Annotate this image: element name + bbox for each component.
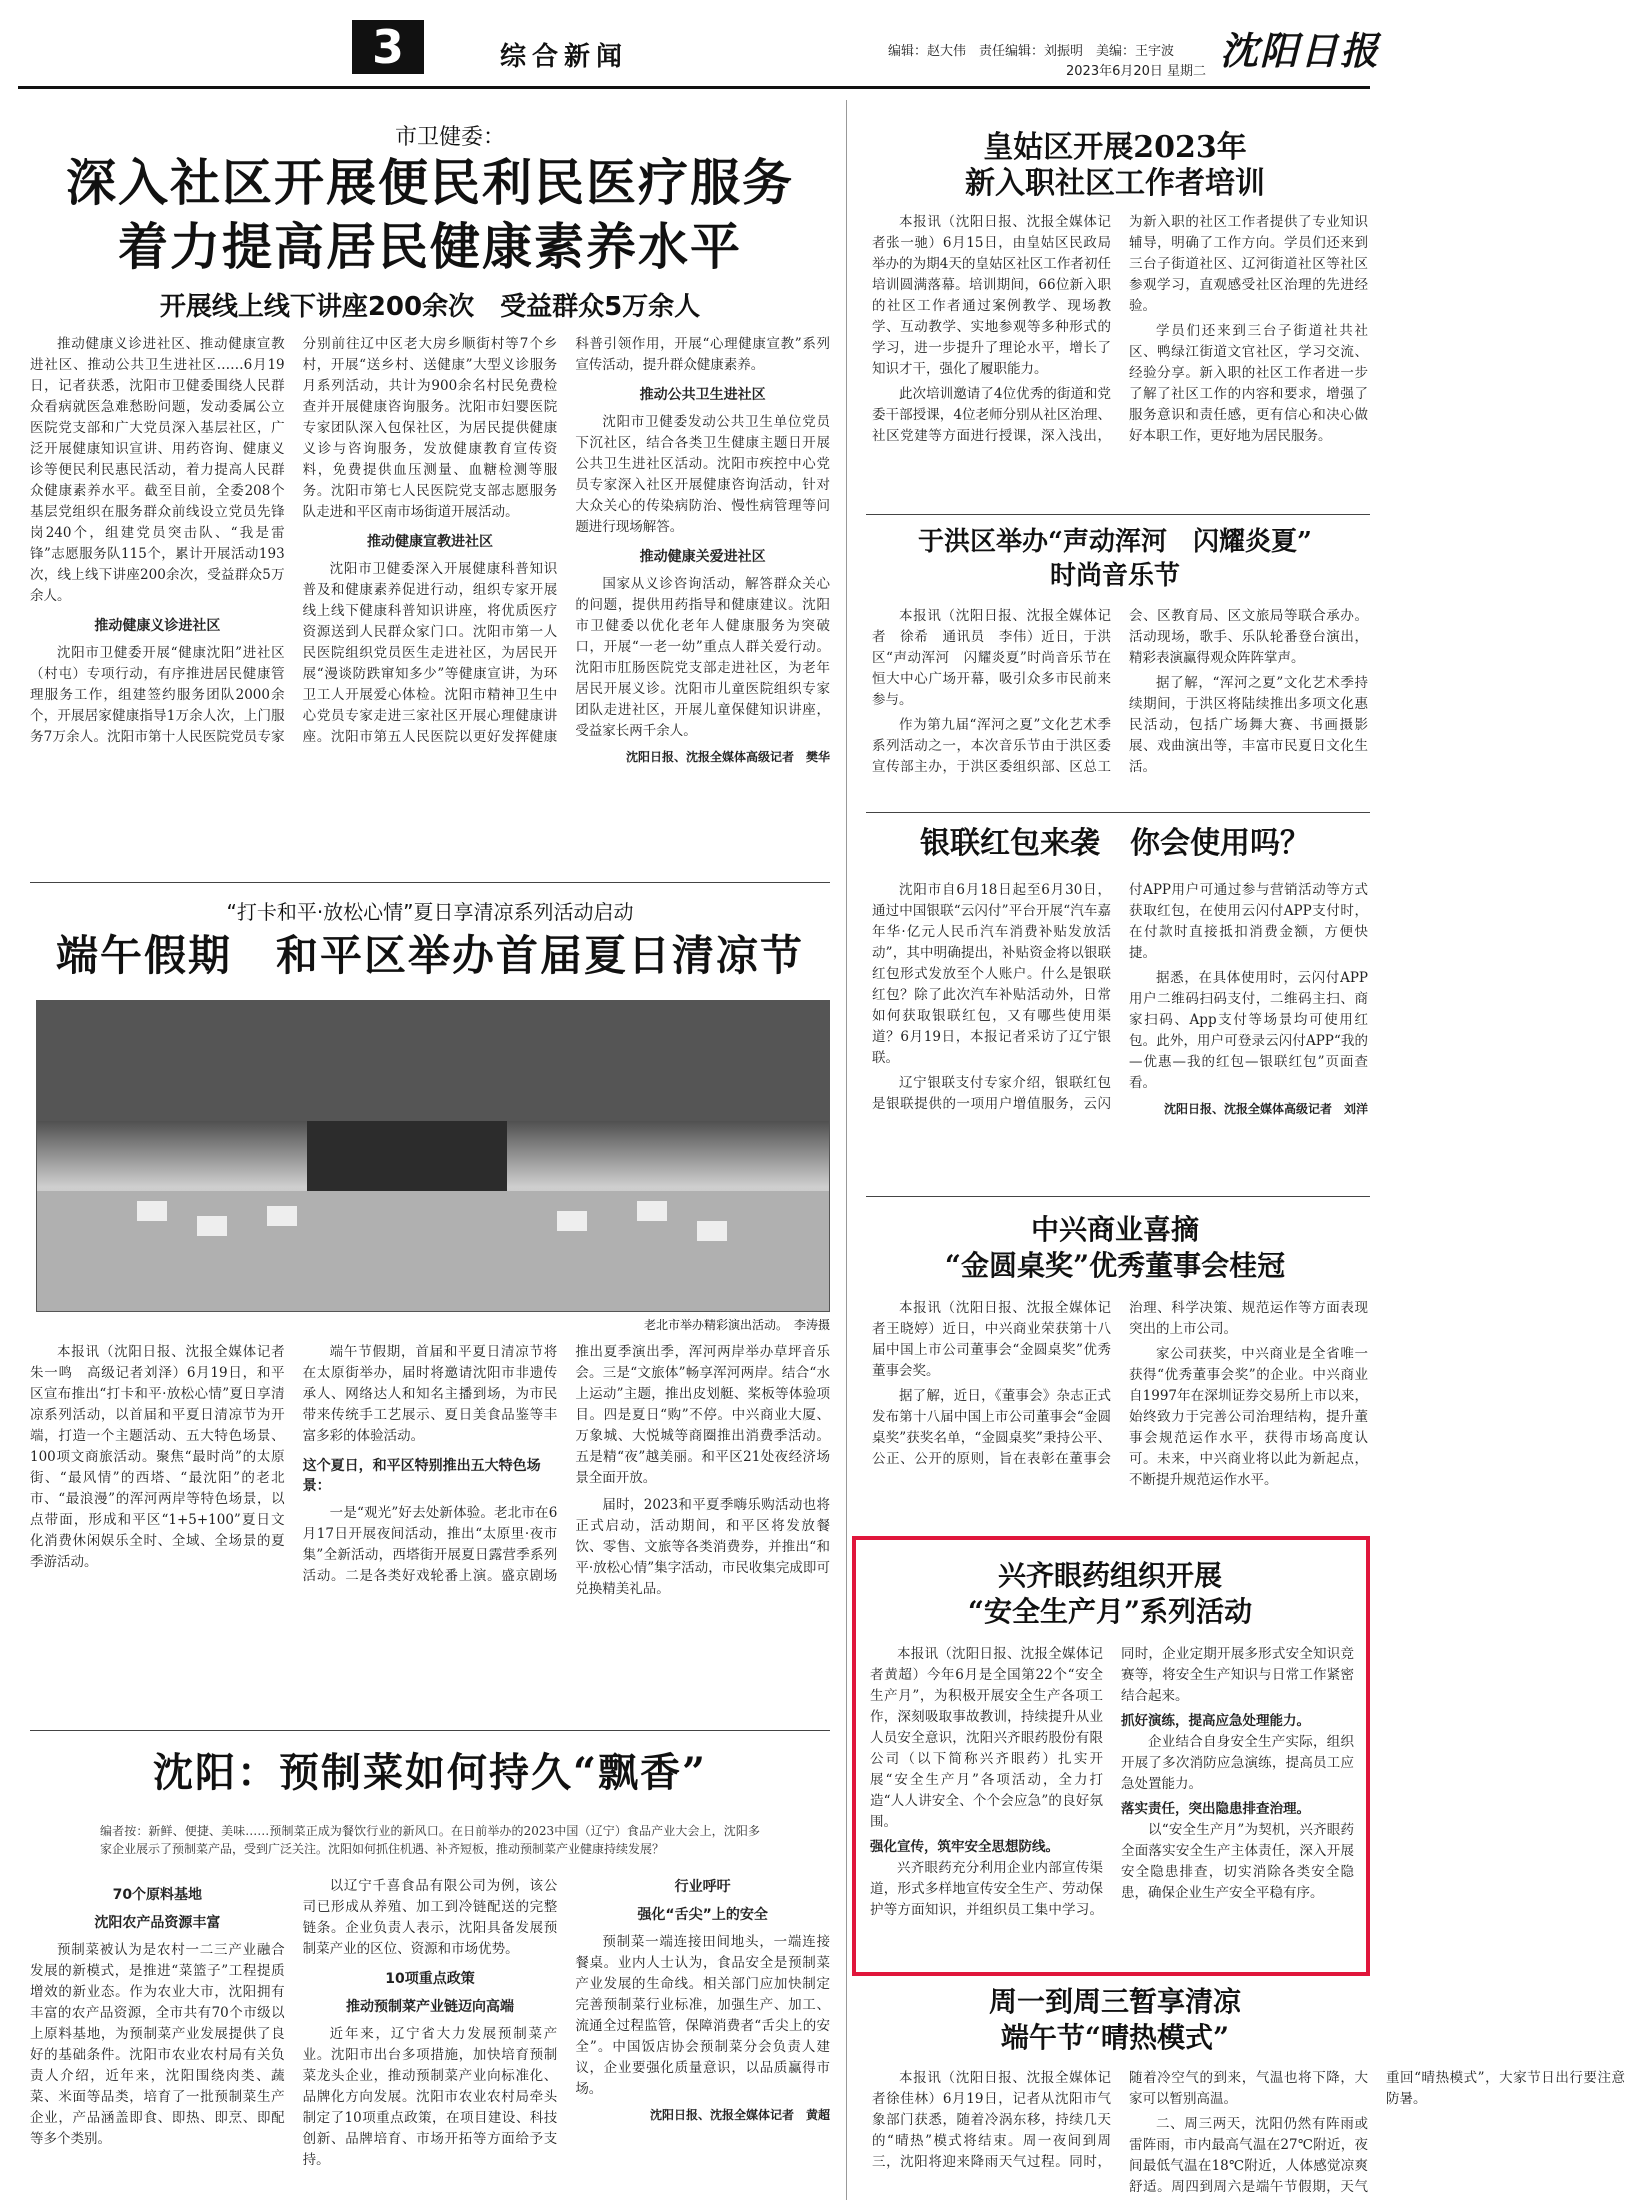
article-headline: 端午假期 和平区举办首届夏日清凉节	[55, 931, 804, 980]
article-headline-1: 深入社区开展便民利民医疗服务	[66, 153, 794, 212]
paragraph: 本报讯（沈阳日报、沈报全媒体记者王晓婷）近日，中兴商业荣获第十八届中国上市公司董事会“金圆桌奖”优秀董事会奖。	[872, 1300, 1111, 1379]
paragraph: 预制菜被认为是农村一二三产业融合发展的新模式，是推进“菜篮子”工程提质增效的新业态。作为农业大市，沈阳拥有丰富的农产品资源，全市共有70个市级以上原料基地，为预制菜产业发展提供了良好的基础条件。沈阳市农业农村局有关负责人介绍，近年来，沈阳围绕肉类、蔬菜、米面等品类，培育了一批预制菜生产企业，产品涵盖即食、即热、即烹、即配等多个类别。	[30, 1942, 285, 2147]
paragraph: 二、周三两天，沈阳仍然有阵雨或雷阵雨，市内最高气温在27℃附近，夜间最低气温在18℃附近，人体感觉凉爽舒适。周四到周六是端午节假期，天气重回“晴热模式”，大家节日出行要注意防暑。	[1129, 2070, 1625, 2195]
photo-caption: 老北市举办精彩演出活动。 李涛摄	[643, 1318, 830, 1332]
paragraph: 沈阳市卫健委深入开展健康科普知识普及和健康素养促进行动，组织专家开展线上线下健康科普知识讲座，将优质医疗资源送到人民群众家门口。沈阳市第一人民医院组织党员医生走进社区，为居民开展“漫谈防跌窜知多少”等健康宣讲，为环卫工人开展爱心体检。沈阳市精神卫生中心党员专家走进三家社区开展心理健康讲座。沈阳市第五人民医院以更好发挥健康科普引领作用，开展“心理健康宣教”系列宣传活动，提升群众健康素养。	[302, 336, 830, 745]
article-body	[870, 1644, 1354, 1962]
paragraph: 预制菜一端连接田间地头，一端连接餐桌。业内人士认为，食品安全是预制菜产业发展的生命线。相关部门应加快制定完善预制菜行业标准，加强生产、加工、流通全过程监管，保障消费者“舌尖上的安全”。中国饭店协会预制菜分会负责人建议，企业要强化质量意识，以品质赢得市场。	[575, 1934, 830, 2097]
event-photo	[36, 1000, 830, 1312]
article-headline-2: 新入职社区工作者培训	[965, 166, 1265, 201]
article-body	[872, 212, 1368, 504]
article-headline: 沈阳：预制菜如何持久“飘香”	[152, 1749, 707, 1796]
paragraph: 辽宁银联支付专家介绍，银联红包是银联提供的一项用户增值服务，云闪付APP用户可通过参与营销活动等方式获取红包，在使用云闪付APP支付时，在付款时直接抵扣消费金额，方便快捷。	[872, 882, 1368, 1112]
section-heading: 70个原料基地	[112, 1887, 203, 1903]
article-headline-2: 端午节“晴热模式”	[1000, 2021, 1230, 2054]
paragraph: 端午节假期，首届和平夏日清凉节将在太原街举办，届时将邀请沈阳市非遗传承人、网络达人和知名主播到场，为市民带来传统手工艺展示、夏日美食品鉴等丰富多彩的体验活动。	[302, 1344, 558, 1444]
byline: 沈阳日报、沈报全媒体记者 黄超	[649, 2108, 830, 2122]
paragraph: 兴齐眼药充分利用企业内部宣传渠道，形式多样地宣传安全生产、劳动保护等方面知识，并组织员工集中学习。同时，企业定期开展多形式安全知识竞赛等，将安全生产知识与日常工作紧密结合起来。	[870, 1646, 1354, 1918]
article-kicker: 市卫健委：	[394, 125, 505, 150]
paragraph: 以“安全生产月”为契机，兴齐眼药全面落实安全生产主体责任，深入开展安全隐患排查，切实消除各类安全隐患，确保企业生产安全平稳有序。	[1121, 1822, 1354, 1901]
article-headline-2: 着力提高居民健康素养水平	[118, 217, 742, 276]
article-headline-1: 周一到周三暂享清凉	[988, 1985, 1241, 2018]
article-headline: 银联红包来袭 你会使用吗？	[920, 826, 1310, 861]
paragraph: 本报讯（沈阳日报、沈报全媒体记者 徐希 通讯员 李伟）近日，于洪区“声动浑河 闪耀炎夏”时尚音乐节在恒大中心广场开幕，吸引众多市民前来参与。	[872, 608, 1111, 708]
article-headline-2: “安全生产月”系列活动	[967, 1595, 1253, 1628]
paragraph: 沈阳市卫健委开展“健康沈阳”进社区（村屯）专项行动，有序推进居民健康管理服务工作，组建签约服务团队2000余个，开展居家健康指导1万余人次，上门服务7万余人。沈阳市第十人民医院党员专家分别前往辽中区老大房乡顺街村等7个乡村，开展“送乡村、送健康”大型义诊服务月系列活动，共计为900余名村民免费检查并开展健康咨询服务。沈阳市妇婴医院专家团队深入包保社区，为居民提供健康义诊与咨询服务，发放健康教育宣传资料，免费提供血压测量、血糖检测等服务。沈阳市第七人民医院党支部志愿服务队走进和平区南市场街道开展活动。	[30, 336, 558, 745]
article-headline-1: 于洪区举办“声动浑河 闪耀炎夏”	[918, 527, 1312, 557]
lead-text: 抓好演练，提高应急处理能力。	[1121, 1713, 1310, 1729]
byline: 沈阳日报、沈报全媒体高级记者 樊华	[625, 750, 830, 764]
article-body	[872, 606, 1368, 806]
paragraph: 本报讯（沈阳日报、沈报全媒体记者张一驰）6月15日，由皇姑区民政局举办的为期4天的皇姑区社区工作者初任培训圆满落幕。培训期间，66位新入职的社区工作者通过案例教学、现场教学、互动教学、实地参观等多种形式的学习，进一步提升了理论水平，增长了知识才干，强化了履职能力。	[872, 214, 1111, 377]
paragraph: 国家从义诊咨询活动，解答群众关心的问题，提供用药指导和健康建议。沈阳市卫健委以优化老年人健康服务为突破口，开展“一老一幼”重点人群关爱行动。沈阳市肛肠医院党支部走进社区，为老年居民开展义诊。沈阳市儿童医院组织专家团队走进社区，开展儿童保健知识讲座，受益家长两千余人。	[575, 576, 830, 739]
paragraph: 此次培训邀请了4位优秀的街道和党委干部授课，4位老师分别从社区治理、社区党建等方面进行授课，深入浅出，为新入职的社区工作者提供了专业知识辅导，明确了工作方向。学员们还来到三台子街道社区、辽河街道社区等社区参观学习，直观感受社区治理的先进经验。	[872, 214, 1368, 444]
lead-text: 强化宣传，筑牢安全思想防线。	[870, 1839, 1059, 1855]
article-body	[30, 334, 830, 874]
section-heading: 推动预制菜产业链迈向高端	[345, 1999, 514, 2015]
article-body	[872, 1298, 1368, 1538]
section-heading: 推动健康义诊进社区	[94, 618, 221, 634]
masthead	[0, 0, 1388, 79]
issue-date: 2023年6月20日 星期二	[1066, 64, 1207, 79]
section-heading: 10项重点政策	[385, 1971, 475, 1987]
paragraph: 据悉，在具体使用时，云闪付APP用户二维码扫码支付，二维码主扫、商家扫码、App支付等场景均可使用红包。此外，用户可登录云闪付APP“我的—优惠—我的红包—银联红包”页面查看。	[1129, 970, 1368, 1091]
top-rule	[18, 86, 1370, 89]
paragraph: 据了解，近日，《董事会》杂志正式发布第十八届中国上市公司董事会“金圆桌奖”获奖名单，“金圆桌奖”秉持公平、公正、公开的原则，旨在表彰在董事会治理、科学决策、规范运作等方面表现突出的上市公司。	[872, 1300, 1368, 1467]
paragraph: 沈阳市自6月18日起至6月30日，通过中国银联“云闪付”平台开展“汽车嘉年华·亿元人民币汽车消费补贴发放活动”，其中明确提出，补贴资金将以银联红包形式发放至个人账户。什么是银联红包？除了此次汽车补贴活动外，日常如何获取银联红包，又有哪些使用渠道？6月19日，本报记者采访了辽宁银联。	[872, 882, 1111, 1066]
section-heading: 沈阳农产品资源丰富	[94, 1915, 221, 1931]
article-headline-2: 时尚音乐节	[1049, 561, 1180, 591]
article-body	[30, 1876, 830, 2198]
paragraph: 企业结合自身安全生产实际，组织开展了多次消防应急演练，提高员工应急处置能力。	[1121, 1734, 1354, 1792]
article-headline-1: 兴齐眼药组织开展	[997, 1559, 1222, 1592]
paragraph: 学员们还来到三台子街道社共社区、鸭绿江街道文官社区，学习交流、经验分享。新入职的社区工作者进一步了解了社区工作的内容和要求，增强了服务意识和责任感，更有信心和决心做好本职工作，更好地为居民服务。	[1129, 323, 1368, 444]
article-body	[872, 880, 1368, 1180]
paragraph: 沈阳市卫健委发动公共卫生单位党员下沉社区，结合各类卫生健康主题日开展公共卫生进社区活动。沈阳市疾控中心党员专家深入社区开展健康咨询活动，针对大众关心的传染病防治、慢性病管理等问题进行现场解答。	[575, 414, 830, 535]
section-heading: 这个夏日，和平区特别推出五大特色场景：	[302, 1458, 541, 1494]
photo-scene	[37, 1001, 829, 1311]
article-headline-1: 中兴商业喜摘	[1030, 1213, 1199, 1246]
divider	[30, 882, 830, 883]
section-heading: 行业呼吁	[674, 1879, 731, 1895]
photo-sky	[37, 1001, 829, 1121]
article-headline-1: 皇姑区开展2023年	[983, 130, 1247, 165]
byline: 沈阳日报、沈报全媒体高级记者 刘洋	[1163, 1102, 1368, 1116]
article-body	[872, 2068, 1625, 2202]
paragraph: 本报讯（沈阳日报、沈报全媒体记者徐佳林）6月19日，记者从沈阳市气象部门获悉，随着冷涡东移，持续几天的“晴热”模式将结束。周一夜间到周三，沈阳将迎来降雨天气过程。同时，随着冷空气的到来，气温也将下降，大家可以暂别高温。	[872, 2070, 1368, 2170]
paragraph: 推动健康义诊进社区、推动健康宣教进社区、推动公共卫生进社区……6月19日，记者获悉，沈阳市卫健委围绕人民群众看病就医急难愁盼问题，发动委属公立医院党支部和广大党员深入基层社区，广泛开展健康知识宣讲、用药咨询、健康义诊等便民利民惠民活动，着力提高人民群众健康素养水平。截至目前，全委208个基层党组织在服务群众前线设立党员先锋岗240个，组建党员突击队、“我是雷锋”志愿服务队115个，累计开展活动193次，线上线下讲座200余次，受益群众5万余人。	[30, 336, 285, 604]
section-heading: 推动公共卫生进社区	[639, 387, 766, 403]
paragraph: 家公司获奖，中兴商业是全省唯一获得“优秀董事会奖”的企业。中兴商业自1997年在深圳证券交易所上市以来，始终致力于完善公司治理结构，提升董事会规范运作水平，获得市场高度认可。未来，中兴商业将以此为新起点，不断提升规范运作水平。	[1129, 1346, 1368, 1488]
section-name: 综合新闻	[500, 42, 629, 72]
divider	[30, 1730, 830, 1731]
article-body	[30, 1342, 830, 1722]
paragraph: 作为第九届“浑河之夏”文化艺术季系列活动之一，本次音乐节由于洪区委宣传部主办，于洪区委组织部、区总工会、区教育局、区文旅局等联合承办。活动现场，歌手、乐队轮番登台演出，精彩表演赢得观众阵阵掌声。	[872, 608, 1368, 775]
column-divider	[846, 100, 847, 2200]
page-number: 3	[352, 20, 424, 74]
paragraph: 一是“观光”好去处新体验。老北市在6月17日开展夜间活动，推出“太原里·夜市集”全新活动，西塔街开展夏日露营季系列活动。二是各类好戏轮番上演。盛京剧场推出夏季演出季，浑河两岸举办草坪音乐会。三是“文旅体”畅享浑河两岸。结合“水上运动”主题，推出皮划艇、桨板等体验项目。四是夏日“购”不停。中兴商业大厦、万象城、大悦城等商圈推出消费季活动。五是精“夜”越美丽。和平区21处夜经济场景全面开放。	[302, 1344, 830, 1584]
photo-stage	[307, 1121, 507, 1191]
article-headline-2: “金圆桌奖”优秀董事会桂冠	[944, 1249, 1286, 1282]
editor-note: 编者按：新鲜、便捷、美味……预制菜正成为餐饮行业的新风口。在日前举办的2023中国（辽宁）食品产业大会上，沈阳多家企业展示了预制菜产品，受到广泛关注。沈阳如何抓住机遇、补齐短板，推动预制菜产业健康持续发展？	[100, 1824, 760, 1856]
section-heading: 推动健康关爱进社区	[639, 549, 766, 565]
paragraph: 本报讯（沈阳日报、沈报全媒体记者朱一鸣 高级记者刘泽）6月19日，和平区宣布推出“打卡和平·放松心情”夏日享清凉系列活动，以首届和平夏日清凉节为开端，打造一个主题活动、五大特色场景、100项文商旅活动。聚焦“最时尚”的太原街、“最风情”的西塔、“最沈阳”的老北市、“最浪漫”的浑河两岸等特色场景，以点带面，形成和平区“1+5+100”夏日文化消费休闲娱乐全时、全域、全场景的夏季游活动。	[30, 1344, 285, 1570]
divider	[866, 514, 1370, 515]
paragraph: 近年来，辽宁省大力发展预制菜产业。沈阳市出台多项措施，加快培育预制菜龙头企业，推动预制菜产业向标准化、品牌化方向发展。沈阳市农业农村局牵头制定了10项重点政策，在项目建设、科技创新、品牌培育、市场开拓等方面给予支持。	[302, 2026, 558, 2168]
paragraph: 本报讯（沈阳日报、沈报全媒体记者黄超）今年6月是全国第22个“安全生产月”，为积极开展安全生产各项工作，深刻吸取事故教训，持续提升从业人员安全意识，沈阳兴齐眼药股份有限公司（以下简称兴齐眼药）扎实开展“安全生产月”各项活动，全力打造“人人讲安全、个个会应急”的良好氛围。	[870, 1646, 1103, 1830]
staff-credits: 编辑：赵大伟 责任编辑：刘振明 美编：王宇波	[888, 44, 1175, 59]
article-kicker: “打卡和平·放松心情”夏日享清凉系列活动启动	[226, 900, 634, 924]
paper-logo: 沈阳日报	[1220, 28, 1381, 73]
article-subtitle: 开展线上线下讲座200余次 受益群众5万余人	[159, 292, 701, 322]
lead-text: 落实责任，突出隐患排查治理。	[1121, 1801, 1310, 1817]
paragraph: 届时，2023和平夏季嗨乐购活动也将正式启动，活动期间，和平区将发放餐饮、零售、文旅等各类消费券，并推出“和平·放松心情”集字活动，市民收集完成即可兑换精美礼品。	[575, 1497, 830, 1597]
divider	[866, 812, 1370, 813]
paragraph: 以辽宁千喜食品有限公司为例，该公司已形成从养殖、加工到冷链配送的完整链条。企业负责人表示，沈阳具备发展预制菜产业的区位、资源和市场优势。	[302, 1878, 558, 1957]
paragraph: 据了解，“浑河之夏”文化艺术季持续期间，于洪区将陆续推出多项文化惠民活动，包括广场舞大赛、书画摄影展、戏曲演出等，丰富市民夏日文化生活。	[1129, 675, 1368, 775]
section-heading: 推动健康宣教进社区	[366, 534, 493, 550]
section-heading: 强化“舌尖”上的安全	[637, 1907, 768, 1923]
divider	[866, 1196, 1370, 1197]
